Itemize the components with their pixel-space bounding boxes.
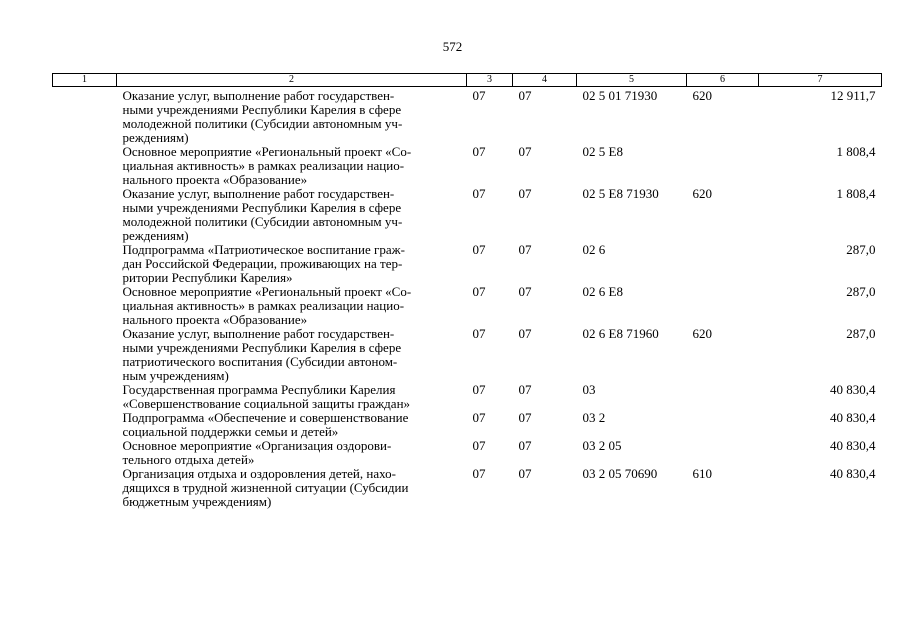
- table-row: [53, 383, 882, 411]
- cell-section: 07: [472, 284, 486, 299]
- cell-empty: [53, 327, 117, 383]
- cell-expense-type: [687, 383, 759, 411]
- cell-subsection: 07: [518, 88, 532, 103]
- cell-subsection: 07: [518, 326, 532, 341]
- cell-expense-type: 620: [692, 326, 712, 341]
- cell-amount: 287,0: [846, 326, 876, 341]
- cell-expense-type: 620: [692, 186, 712, 201]
- page-number: 572: [442, 39, 463, 54]
- cell-subsection: 07: [518, 242, 532, 257]
- column-header-5: 5: [577, 74, 687, 87]
- cell-amount: 12 911,7: [830, 88, 876, 103]
- table-row: [53, 187, 882, 243]
- cell-amount: 40 830,4: [830, 466, 876, 481]
- cell-subsection: 07: [518, 382, 532, 397]
- cell-subsection: 07: [518, 186, 532, 201]
- table-row: [53, 87, 882, 146]
- cell-amount: 40 830,4: [830, 410, 876, 425]
- cell-target-article: 03 2 05: [582, 438, 622, 453]
- cell-name: Подпрограмма «Обеспечение и совершенствование социальной поддержки семьи и детей»: [122, 410, 409, 439]
- cell-expense-type: 610: [692, 466, 712, 481]
- cell-amount: 40 830,4: [830, 438, 876, 453]
- column-header-1: 1: [53, 74, 117, 87]
- cell-target-article: 03 2: [582, 410, 606, 425]
- table-row: [53, 243, 882, 285]
- column-header-6: 6: [687, 74, 759, 87]
- cell-subsection: 07: [518, 438, 532, 453]
- cell-section: 07: [472, 144, 486, 159]
- cell-section: 07: [472, 88, 486, 103]
- cell-amount: 1 808,4: [836, 186, 876, 201]
- cell-empty: [53, 411, 117, 439]
- cell-target-article: 02 5 E8 71930: [582, 186, 659, 201]
- cell-name: Оказание услуг, выполнение работ государствен- ными учреждениями Республики Карелия в сфере патриотического воспитания (Субсидии автоном- ным учреждениям): [122, 326, 402, 383]
- cell-target-article: 03 2 05 70690: [582, 466, 658, 481]
- column-number-row: [53, 74, 882, 87]
- cell-name: Основное мероприятие «Региональный проект «Со- циальная активность» в рамках реализации нацио- нального проекта «Образование»: [122, 144, 412, 187]
- cell-section: 07: [472, 186, 486, 201]
- cell-section: 07: [472, 242, 486, 257]
- cell-target-article: 02 5 01 71930: [582, 88, 658, 103]
- cell-expense-type: [687, 411, 759, 439]
- cell-empty: [53, 285, 117, 327]
- cell-section: 07: [472, 382, 486, 397]
- table-row: [53, 145, 882, 187]
- cell-name: Оказание услуг, выполнение работ государствен- ными учреждениями Республики Карелия в сфере молодежной политики (Субсидии автономным уч- реждениям): [122, 88, 403, 145]
- cell-subsection: 07: [518, 410, 532, 425]
- cell-name: Организация отдыха и оздоровления детей, нахо- дящихся в трудной жизненной ситуации (Субсидии бюджетным учреждениям): [122, 466, 409, 509]
- budget-table: [52, 73, 882, 509]
- cell-empty: [53, 383, 117, 411]
- cell-section: 07: [472, 326, 486, 341]
- cell-empty: [53, 467, 117, 509]
- cell-section: 07: [472, 410, 486, 425]
- column-header-2: 2: [117, 74, 467, 87]
- column-header-4: 4: [513, 74, 577, 87]
- cell-amount: 40 830,4: [830, 382, 876, 397]
- table-row: [53, 439, 882, 467]
- cell-expense-type: [687, 243, 759, 285]
- column-header-7: 7: [759, 74, 882, 87]
- cell-empty: [53, 145, 117, 187]
- cell-name: Оказание услуг, выполнение работ государствен- ными учреждениями Республики Карелия в сфере молодежной политики (Субсидии автономным уч- реждениям): [122, 186, 403, 243]
- cell-expense-type: [687, 285, 759, 327]
- cell-amount: 287,0: [846, 242, 876, 257]
- cell-expense-type: [687, 439, 759, 467]
- cell-name: Подпрограмма «Патриотическое воспитание граж- дан Российской Федерации, проживающих на тер- ритории Республики Карелия»: [122, 242, 405, 285]
- table-row: [53, 467, 882, 509]
- cell-target-article: 03: [582, 382, 596, 397]
- cell-amount: 287,0: [846, 284, 876, 299]
- cell-subsection: 07: [518, 284, 532, 299]
- cell-empty: [53, 87, 117, 146]
- table-row: [53, 411, 882, 439]
- cell-subsection: 07: [518, 144, 532, 159]
- cell-empty: [53, 439, 117, 467]
- cell-empty: [53, 187, 117, 243]
- table-row: [53, 285, 882, 327]
- table-row: [53, 327, 882, 383]
- column-header-3: 3: [467, 74, 513, 87]
- cell-subsection: 07: [518, 466, 532, 481]
- cell-target-article: 02 6 E8 71960: [582, 326, 659, 341]
- cell-empty: [53, 243, 117, 285]
- cell-section: 07: [472, 438, 486, 453]
- cell-name: Основное мероприятие «Организация оздорови- тельного отдыха детей»: [122, 438, 392, 467]
- cell-expense-type: [687, 145, 759, 187]
- cell-amount: 1 808,4: [836, 144, 876, 159]
- cell-target-article: 02 6 E8: [582, 284, 623, 299]
- cell-name: Государственная программа Республики Карелия «Совершенствование социальной защиты граждан»: [122, 382, 411, 411]
- cell-expense-type: 620: [692, 88, 712, 103]
- cell-target-article: 02 6: [582, 242, 606, 257]
- cell-section: 07: [472, 466, 486, 481]
- cell-name: Основное мероприятие «Региональный проект «Со- циальная активность» в рамках реализации нацио- нального проекта «Образование»: [122, 284, 412, 327]
- cell-target-article: 02 5 E8: [582, 144, 623, 159]
- table-body: [53, 87, 882, 510]
